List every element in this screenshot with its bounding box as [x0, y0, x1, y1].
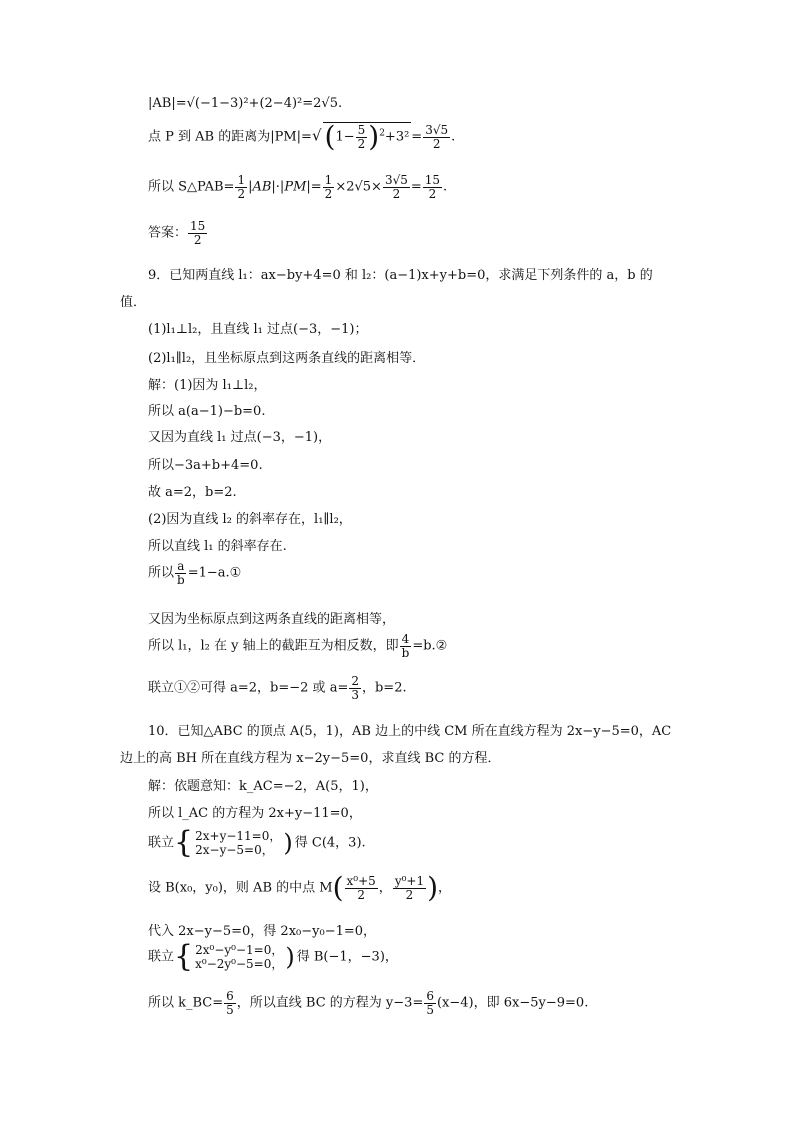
frac-num: 3√5 [384, 173, 408, 187]
q9-step-8 [148, 560, 241, 586]
pm-radicand: (1− $\frac{5}{2}$ )$^2$+3² [324, 120, 410, 153]
frac-3root5-2 [423, 124, 450, 150]
frac-den: 2 [392, 186, 401, 201]
left-brace: { [174, 825, 194, 860]
frac-den: b [177, 572, 185, 587]
right-paren: ) [368, 120, 380, 153]
right-paren: ) [427, 871, 439, 904]
frac-den: 2 [357, 887, 365, 902]
q9-step-9: 又因为坐标原点到这两条直线的距离相等， [148, 612, 396, 627]
frac-2-3 [349, 675, 361, 701]
q10-step-4-prefix: 设 B(x₀，y₀)，则 AB 的中点 M [148, 880, 333, 896]
q9-step-3: 又因为直线 l₁ 过点(−3，−1)， [148, 430, 332, 445]
frac-den: 2 [324, 186, 333, 201]
frac-den: 2 [428, 186, 437, 201]
frac-den: 3 [351, 687, 359, 702]
q9-step-10 [148, 633, 447, 659]
frac-den: 2 [405, 887, 414, 902]
answer-line [148, 220, 208, 246]
system-row: 2x−y−5=0， [195, 843, 274, 857]
q9-cond2: (2)l₁∥l₂，且坐标原点到这两条直线的距离相等． [148, 351, 426, 366]
ab-length-line [148, 96, 342, 111]
frac-num: 1 [324, 173, 333, 187]
frac-4-b [400, 633, 412, 659]
system-rows [195, 943, 283, 971]
frac-num: y⁰+1 [394, 873, 425, 888]
q10-step-1: 解：依题意知：k_AC=−2，A(5，1)， [148, 779, 378, 794]
area-prefix: 所以 S△PAB= [148, 179, 235, 195]
q10-step-4: 设 B(x₀，y₀)，则 AB 的中点 M( $\frac{\text{x⁰+5}}{2}$ ， $\frac{\text{y⁰+1}}{2}$ )， [148, 871, 452, 904]
q9-step-11-prefix: 联立①②可得 a=2，b=−2 或 a= [148, 680, 349, 696]
q10-step-7-suffix: (x−4)，即 6x−5y−9=0. [436, 995, 589, 1011]
right-paren: ) [283, 829, 293, 857]
frac-1-2 [235, 174, 247, 200]
left-paren: ( [324, 120, 336, 153]
frac-3root5-2b [383, 174, 410, 200]
q9-step-2: 所以 a(a−1)−b=0. [148, 404, 266, 419]
q9-step-7: 所以直线 l₁ 的斜率存在. [148, 539, 287, 554]
q10-step-3-prefix: 联立 [148, 835, 175, 851]
system-row: 2x+y−11=0， [195, 829, 282, 843]
q10-step-5: 代入 2x−y−5=0，得 2x₀−y₀−1=0， [148, 924, 377, 939]
system-rows [195, 829, 281, 857]
system-b [174, 939, 297, 974]
q10-step-3-suffix: 得 C(4，3). [294, 835, 366, 851]
frac-num: a [177, 559, 185, 573]
ab-length: |AB|=√(−1−3)²+(2−4)²=2√5. [148, 96, 343, 111]
frac-num: 6 [426, 989, 434, 1003]
q10-step-3 [148, 825, 366, 860]
area-line: 所以 S△PAB= $\frac{1}{2}$ |AB|·|PM|= $\frac{1}{2}$ ×2√5× $\frac{3√5}{2}$ = $\frac{15}{2}$ . [148, 173, 448, 201]
answer-label: 答案： [148, 225, 188, 241]
frac-num: x⁰+5 [346, 873, 376, 888]
q10-step-7-mid: ，所以直线 BC 的方程为 y−3= [236, 995, 424, 1011]
q9-step-6: (2)因为直线 l₂ 的斜率存在，l₁∥l₂， [148, 512, 352, 527]
q10-step-6 [148, 939, 398, 974]
q9-step-11 [148, 675, 407, 701]
system-c [174, 825, 295, 860]
q10-step-2: 所以 l_AC 的方程为 2x+y−11=0， [148, 806, 362, 821]
q9-step-10-suffix: =b.② [412, 638, 448, 654]
frac-num: 6 [226, 989, 234, 1003]
frac-num: 1 [237, 173, 246, 187]
frac-den: b [401, 645, 410, 660]
frac-a-b [175, 560, 187, 586]
q9-stem-1: 9．已知两直线 l₁：ax−by+4=0 和 l₂：(a−1)x+y+b=0，求满足下列条件的 a，b 的 [148, 268, 653, 283]
pm-distance-line: 点 P 到 AB 的距离为|PM|=√ (1− $\frac{5}{2}$ )$^2$+3² = $\frac{3√5}{2}$ . [148, 120, 456, 153]
frac-y0-1-2 [393, 875, 426, 901]
sqrt-sign: √ [311, 126, 322, 145]
frac-num: 15 [424, 173, 441, 187]
q10-step-6-suffix: 得 B(−1，−3)， [296, 949, 398, 965]
frac-num: 2 [351, 674, 359, 688]
frac-num: 5 [357, 122, 366, 137]
right-paren: ) [285, 943, 295, 971]
frac-num: 15 [190, 219, 206, 233]
frac-6-5 [224, 990, 236, 1016]
left-brace: { [174, 939, 194, 974]
frac-den: 5 [226, 1002, 234, 1017]
q9-step-11-suffix: ，b=2. [361, 680, 407, 696]
q9-step-1: 解：(1)因为 l₁⊥l₂， [148, 378, 267, 393]
q9-step-8-prefix: 所以 [148, 565, 175, 581]
q9-stem-2: 值． [120, 295, 147, 310]
left-paren: ( [332, 871, 344, 904]
frac-den: 2 [193, 232, 202, 247]
frac-num: 4 [401, 632, 410, 646]
frac-5-2 [356, 124, 368, 150]
q10-step-6-prefix: 联立 [148, 949, 175, 965]
q9-step-4: 所以−3a+b+4=0. [148, 458, 263, 473]
pm-distance-prefix: 点 P 到 AB 的距离为|PM|= [148, 129, 312, 145]
frac-den: 2 [357, 136, 366, 151]
frac-den: 2 [432, 136, 441, 151]
frac-x0-5-2 [345, 875, 378, 901]
frac-6-5b [424, 990, 436, 1016]
system-row: x⁰−2y⁰−5=0， [195, 957, 284, 971]
q9-cond1: (1)l₁⊥l₂，且直线 l₁ 过点(−3，−1)； [148, 322, 368, 337]
frac-num: 3√5 [425, 122, 449, 137]
q9-step-10-prefix: 所以 l₁，l₂ 在 y 轴上的截距互为相反数，即 [148, 638, 399, 654]
frac-den: 5 [426, 1002, 434, 1017]
q10-step-7 [148, 990, 588, 1016]
answer-frac [188, 220, 207, 246]
system-row: 2x⁰−y⁰−1=0， [195, 943, 284, 957]
frac-den: 2 [237, 186, 246, 201]
q10-stem-2: 边上的高 BH 所在直线方程为 x−2y−5=0，求直线 BC 的方程． [120, 751, 501, 766]
frac-15-2 [423, 174, 442, 200]
q10-stem-1: 10．已知△ABC 的顶点 A(5，1)，AB 边上的中线 CM 所在直线方程为 2x−y−5=0，AC [148, 724, 672, 739]
q9-step-5: 故 a=2，b=2. [148, 485, 237, 500]
q10-step-7-prefix: 所以 k_BC= [148, 995, 224, 1011]
frac-1-2b [323, 174, 335, 200]
q9-step-8-suffix: =1−a.① [187, 565, 242, 581]
